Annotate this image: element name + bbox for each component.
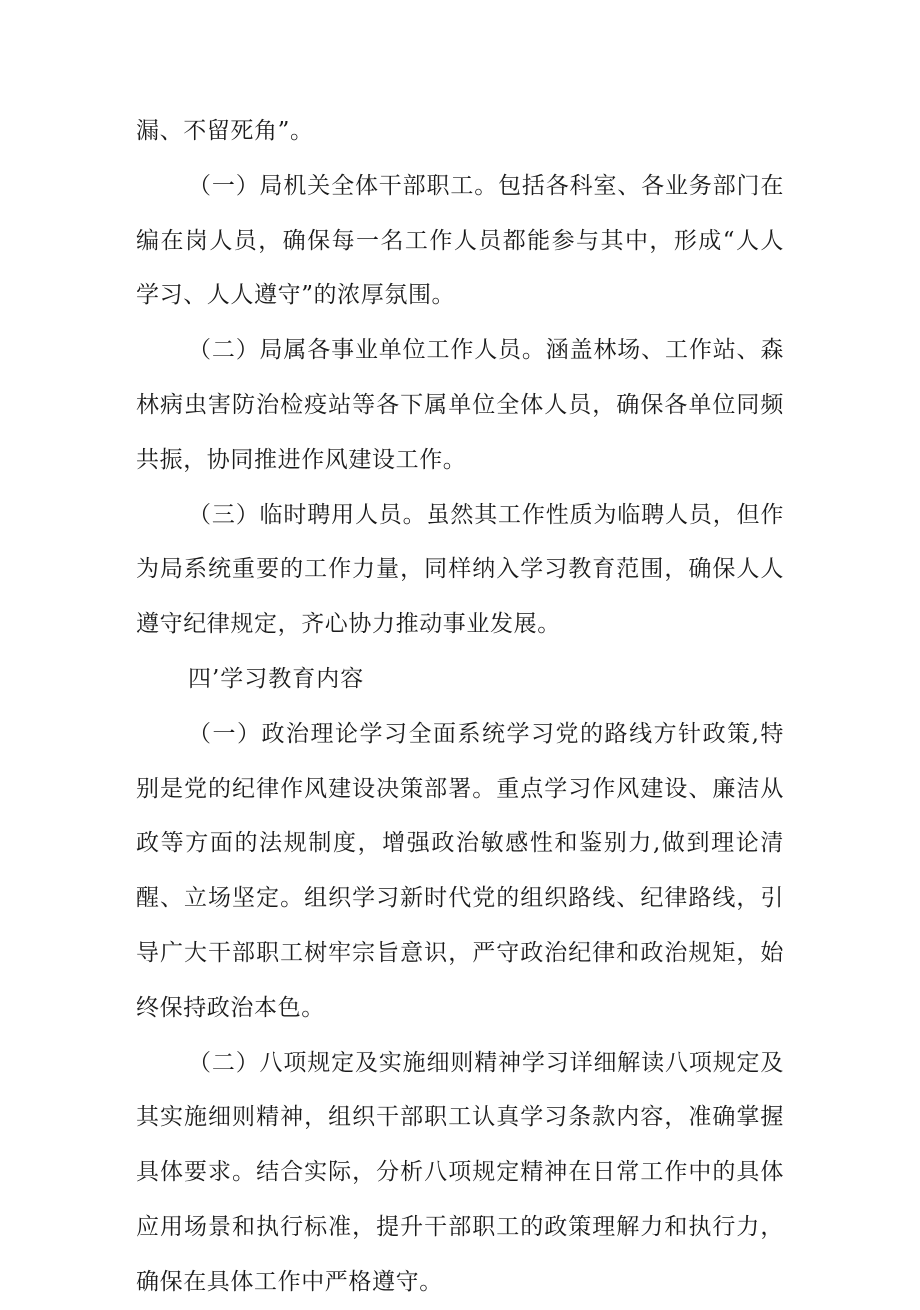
paragraph-continuation: 漏、不留死角”。 — [136, 118, 314, 144]
paragraph-content-item-1: （一）政治理论学习全面系统学习党的路线方针政策,特别是党的纪律作风建设决策部署。重点学习作风建设、廉洁从政等方面的法规制度，增强政治敏感性和鉴别力,做到理论清醒、立场坚定。组织学习新时代党的组织路线、纪律路线，引导广大干部职工树牢宗旨意识，严守政治纪律和政治规矩，始终保持政治本色。 — [136, 720, 784, 1021]
section-heading-study-content: 四’学习教育内容 — [188, 665, 365, 692]
paragraph-scope-item-1: （一）局机关全体干部职工。包括各科室、各业务部门在编在岗人员，确保每一名工作人员都能参与其中，形成“人人学习、人人遵守”的浓厚氛围。 — [136, 172, 784, 309]
paragraph-scope-item-3: （三）临时聘用人员。虽然其工作性质为临聘人员，但作为局系统重要的工作力量，同样纳入学习教育范围，确保人人遵守纪律规定，齐心协力推动事业发展。 — [136, 501, 784, 638]
paragraph-scope-item-2: （二）局属各事业单位工作人员。涵盖林场、工作站、森林病虫害防治检疫站等各下属单位全体人员，确保各单位同频共振，协同推进作风建设工作。 — [136, 337, 784, 473]
document-body — [136, 104, 784, 1310]
paragraph-content-item-2: （二）八项规定及实施细则精神学习详细解读八项规定及其实施细则精神，组织干部职工认真学习条款内容，准确掌握具体要求。结合实际，分析八项规定精神在日常工作中的具体应用场景和执行标准，提升干部职工的政策理解力和执行力，确保在具体工作中严格遵守。 — [136, 1049, 784, 1295]
